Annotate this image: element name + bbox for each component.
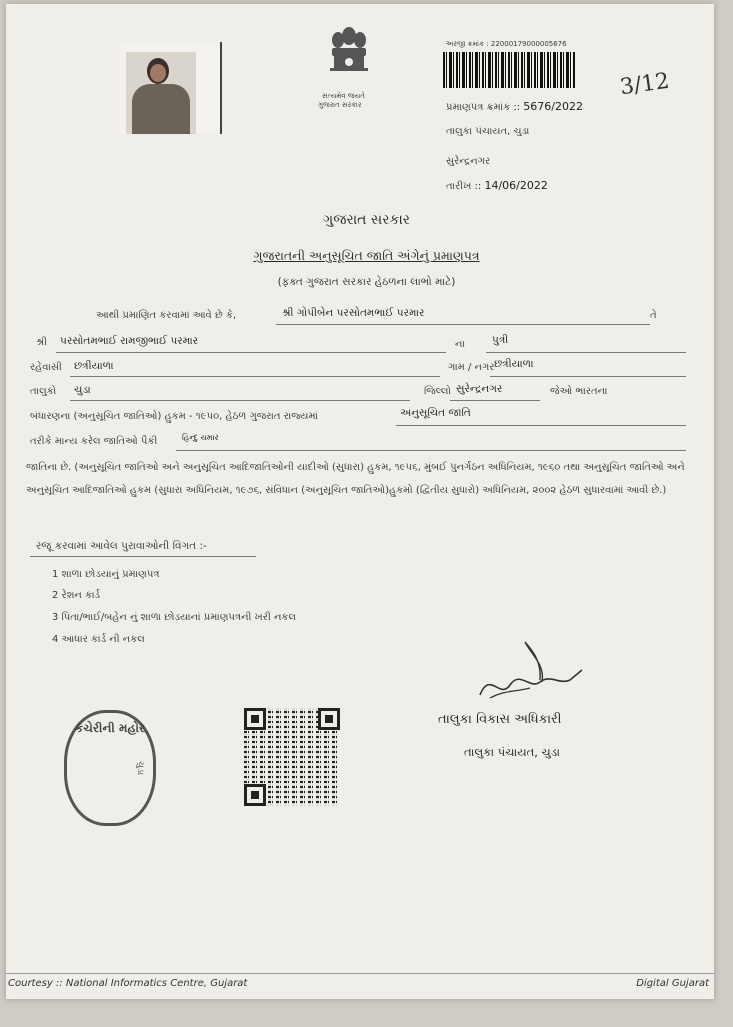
certificate-note: (ફક્ત ગુજરાત સરકાર હેઠળના લાભો માટે) <box>277 276 456 288</box>
barcode <box>443 52 575 88</box>
applicant-name: શ્રી ગોપીબેન પરસોતમભાઈ પરમાર <box>282 307 425 319</box>
document-item: 2 રેશન કાર્ડ <box>52 590 101 601</box>
order-text: બંધારણના (અનુસૂચિત જાતિઓ) હુકમ - ૧૯૫૦, હેઠળ ગુજરાત રાજ્યમાં <box>30 411 318 422</box>
india-text: જેઓ ભારતના <box>550 386 608 397</box>
emblem-label: ગુજરાત સરકાર <box>318 101 362 109</box>
seal-place: ચુડા <box>134 760 145 776</box>
office-seal <box>64 710 156 826</box>
emblem-motto: સત્યમેવ જયતે <box>322 92 365 100</box>
seal-text: કચેરીની મહોર <box>74 721 146 735</box>
header-office: તાલુકા પંચાયત, ચુડા <box>446 126 530 137</box>
government-title: ગુજરાત સરકાર <box>323 212 410 228</box>
name-suffix: તે <box>650 310 657 321</box>
handwritten-note: 3/12 <box>618 68 671 101</box>
certify-label: આથી પ્રમાણિત કરવામાં આવે છે કે, <box>96 310 237 321</box>
qr-code <box>244 708 340 806</box>
header-district: સુરેન્દ્રનગર <box>446 156 491 167</box>
signatory-designation: તાલુકા વિકાસ અધિકારી <box>438 712 562 727</box>
document-item: 3 પિતા/ભાઈ/બહેન નું શાળા છોડયાનાં પ્રમાણપત્રની ખરી નકલ <box>52 612 297 623</box>
documents-heading: રજૂ કરવામાં આવેલ પુરાવાઓની વિગત :- <box>36 540 207 552</box>
category: અનુસૂચિત જાતિ <box>400 407 471 419</box>
certificate-no-label: પ્રમાણપત્ર ક્રમાંક <box>446 102 511 113</box>
document-item: 4 આધાર કાર્ડ ની નકલ <box>52 634 145 645</box>
document-item: 1 શાળા છોડયાનું પ્રમાણપત્ર <box>52 569 160 580</box>
recognized-text: તરીકે માન્ય કરેલ જાતિઓ પૈકી <box>30 436 158 447</box>
taluka-label: તાલુકો <box>30 386 57 397</box>
shri-label: શ્રી <box>36 337 48 348</box>
village-label: ગામ / નગર <box>448 362 495 373</box>
certificate-no: 5676/2022 <box>523 100 583 113</box>
village: છત્રીયાળા <box>494 358 534 370</box>
district-label: જિલ્લો <box>424 386 451 397</box>
application-number: અરજી ક્રમાંક : 22000179000005676 <box>446 40 567 48</box>
relation: પુત્રી <box>492 334 509 346</box>
resident-label: રહેવાસી <box>30 362 62 373</box>
issue-date: 14/06/2022 <box>484 179 548 192</box>
caste: હિન્દુ ચમાર <box>182 433 219 442</box>
relation-label: ના <box>455 339 465 350</box>
signature <box>470 640 590 710</box>
date-label: તારીખ <box>446 181 472 192</box>
footer-courtesy: Courtesy :: National Informatics Centre, Gujarat <box>8 978 248 989</box>
footer-brand: Digital Gujarat <box>636 978 709 989</box>
state-emblem <box>318 22 380 92</box>
district: સુરેન્દ્રનગર <box>456 383 503 395</box>
applicant-photo <box>120 42 222 134</box>
legal-paragraph: જાતિના છે. (અનુસૂચિત જાતિઓ અને અનુસૂચિત આદિજાતિઓની યાદીઓ (સુધારા) હુકમ, ૧૯૫૬, મુંબઈ પુનર્ગઠન અધિનિયમ, ૧૯૬૦ તથા અનુસૂચિત જાતિઓ અને અનુસૂચિત આદિજાતિઓ હુકમ (સુધારા અધિનિયમ, ૧૯૭૬, સંવિધાન (અનુસૂચિત જાતિઓ)હુકમો (દ્વિતીય સુધારો) અધિનિયમ, ૨૦૦૨ હેઠળ સુધારવામાં આવી છે.) <box>26 462 685 496</box>
resident: છત્રીયાળા <box>74 360 114 372</box>
father-name: પરસોતમભાઈ રામજીભાઈ પરમાર <box>60 335 199 347</box>
certificate-title: ગુજરાતની અનુસૂચિત જાતિ અંગેનું પ્રમાણપત્ર <box>253 248 480 263</box>
taluka: ચુડા <box>74 384 91 396</box>
signatory-office: તાલુકા પંચાયત, ચુડા <box>464 745 560 759</box>
